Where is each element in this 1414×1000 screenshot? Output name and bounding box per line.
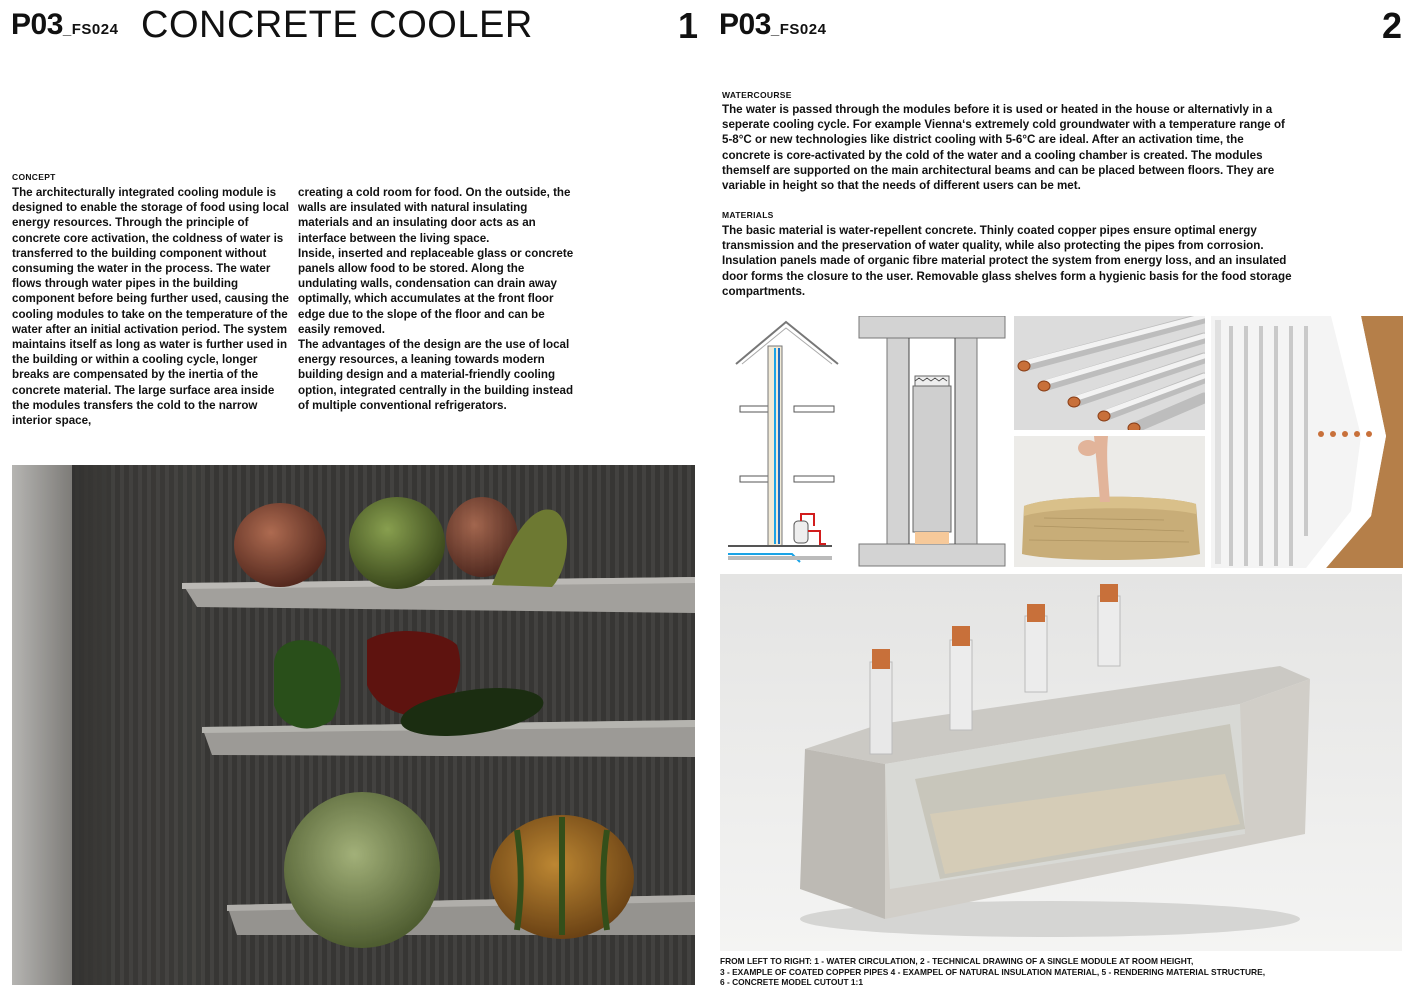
project-code-main: P03 — [11, 8, 63, 41]
materials-text: The basic material is water-repellent concrete. Thinly coated copper pipes ensure optimal energy transmission and the preservation of water quality, while also protecting the pipes from corrosion. Insulation panels made of organic fibre material protect the system from energy loss, and an insulated door forms the closure to the user. Removable glass shelves form a hygienic basis for the food storage compartments. — [722, 224, 1292, 298]
concept-label: CONCEPT — [12, 172, 56, 182]
figure-caption — [720, 956, 1410, 988]
concept-paragraph: creating a cold room for food. On the outside, the walls are insulated with natural insulating materials and an insulating door acts as an interface between the living space. — [298, 186, 571, 245]
watercourse-text: The water is passed through the modules before it is used or heated in the house or alternativly in a seperate cooling cycle. For example Vienna‘s extremely cold groundwater with a temperature range of 5-8°C or new technologies like district cooling with 5-6°C are ideal. After an activation time, the concrete is core-activated by the cold of the water and a cooling chamber is created. The modules themself are supported on the main architectural beams and can be placed between floors. They are variable in height so that the needs of different users can be met. — [722, 103, 1285, 193]
copper-pipes-photo — [1014, 316, 1205, 430]
concept-paragraph: Inside, inserted and replaceable glass or concrete panels allow food to be stored. Along the undulating walls, condensation can drain away optimally, which accumulates at the front floor edge due to the slope of the floor and can be easily removed. — [298, 246, 574, 336]
page-number-2: 2 — [1382, 5, 1403, 46]
caption-line: FROM LEFT TO RIGHT: 1 - WATER CIRCULATION, 2 - TECHNICAL DRAWING OF A SINGLE MODULE AT ROOM HEIGHT, — [720, 956, 1194, 966]
module-technical-drawing — [857, 316, 1007, 568]
page-title: CONCRETE COOLER — [141, 4, 533, 46]
project-code-sub: _FS024 — [62, 21, 119, 38]
materials-label: MATERIALS — [722, 210, 774, 220]
caption-line: 3 - EXAMPLE OF COATED COPPER PIPES 4 - EXAMPEL OF NATURAL INSULATION MATERIAL, 5 - RENDERING MATERIAL STRUCTURE, — [720, 966, 1266, 977]
material-structure-rendering — [1211, 316, 1403, 568]
caption-line: 6 - CONCRETE MODEL CUTOUT 1:1 — [720, 977, 864, 987]
project-code-sub: _FS024 — [770, 21, 827, 38]
water-circulation-diagram — [722, 316, 850, 568]
concept-paragraph: The advantages of the design are the use of local energy resources, a leaning towards modern building design and a material-friendly cooling option, integrated centrally in the building instead of multiple conventional refrigerators. — [298, 338, 574, 412]
shelf-food-photo — [12, 465, 695, 985]
project-code-main: P03 — [719, 8, 771, 41]
insulation-material-photo — [1014, 436, 1205, 567]
concept-column-2 — [298, 185, 580, 413]
project-code-page1 — [11, 10, 118, 40]
page-number-1: 1 — [678, 5, 699, 46]
watercourse-label: WATERCOURSE — [722, 90, 792, 100]
concrete-model-photo — [720, 574, 1402, 951]
project-code-page2 — [719, 10, 826, 40]
concept-column-1 — [12, 185, 292, 428]
concept-paragraph: The architecturally integrated cooling module is designed to enable the storage of food using local energy resources. Through the principle of concrete core activation, the coldness of water is transferred to the building component without consuming the water in the process. The water flows through water pipes in the building component before being further used, causing the cooling modules to take on the temperature of the water after an initial activation period. The system maintains itself as long as water is further used in the building or within a cooling cycle, longer breaks are compensated by the inertia of the concrete material. The large surface area inside the modules transfers the cold to the narrow interior space, — [12, 186, 289, 428]
